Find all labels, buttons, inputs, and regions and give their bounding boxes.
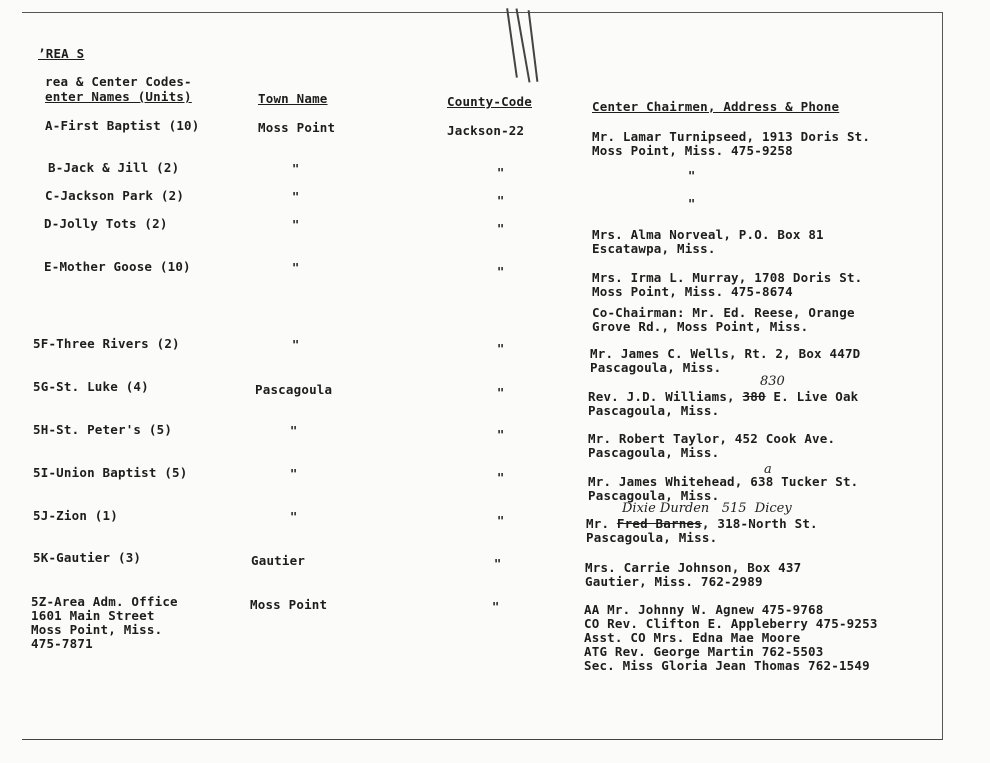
town-name: Moss Point: [258, 120, 336, 135]
center-name: D-Jolly Tots (2): [44, 216, 168, 231]
ditto-mark: ": [292, 261, 300, 275]
ditto-mark: ": [292, 190, 300, 204]
center-name: 5J-Zion (1): [33, 508, 118, 523]
town-name: Gautier: [251, 553, 306, 568]
col3-header: County-Code: [447, 94, 532, 109]
chairman-line2: Pascagoula, Miss.: [588, 445, 720, 460]
staff-line: Asst. CO Mrs. Edna Mae Moore: [584, 630, 801, 645]
county-code: Jackson-22: [447, 123, 525, 138]
center-name: 5K-Gautier (3): [33, 550, 142, 565]
center-address-line2: Moss Point, Miss.: [31, 622, 163, 637]
chairman-line1: Mr. James Whitehead, 638 Tucker St.: [588, 474, 859, 489]
chairman-line2: Pascagoula, Miss.: [588, 403, 720, 418]
col1-header-line2: enter Names (Units): [45, 89, 192, 104]
areas-title: ’REA S: [38, 46, 85, 61]
chairman-line2: Pascagoula, Miss.: [588, 488, 720, 503]
ditto-mark: ": [497, 386, 505, 400]
center-name: 5H-St. Peter's (5): [33, 422, 173, 437]
ditto-mark: ": [497, 471, 505, 485]
chairman-line1: Mr. James C. Wells, Rt. 2, Box 447D: [590, 346, 861, 361]
ditto-mark: ": [497, 222, 505, 236]
col2-header: Town Name: [258, 91, 328, 106]
cochairman-line1: Co-Chairman: Mr. Ed. Reese, Orange: [592, 305, 855, 320]
chairman-line2: Escatawpa, Miss.: [592, 241, 716, 256]
ditto-mark: ": [492, 600, 500, 614]
ditto-mark: ": [497, 265, 505, 279]
center-address-line1: 1601 Main Street: [31, 608, 155, 623]
ditto-mark: ": [292, 338, 300, 352]
chairman-line1: Mr. Fred Barnes, 318-North St.: [586, 516, 818, 531]
ditto-mark: ": [497, 514, 505, 528]
ditto-mark: ": [688, 197, 696, 211]
handwritten-correction: a: [764, 462, 772, 477]
ditto-mark: ": [290, 467, 298, 481]
chairman-line1: Mr. Lamar Turnipseed, 1913 Doris St.: [592, 129, 871, 144]
ditto-mark: ": [497, 342, 505, 356]
staff-line: AA Mr. Johnny W. Agnew 475-9768: [584, 602, 824, 617]
handwritten-correction: Dixie Durden 515 Dicey: [622, 501, 792, 516]
chairman-line1: Mrs. Irma L. Murray, 1708 Doris St.: [592, 270, 863, 285]
ditto-mark: ": [290, 424, 298, 438]
center-name: C-Jackson Park (2): [45, 188, 185, 203]
center-name: 5G-St. Luke (4): [33, 379, 149, 394]
chairman-line2: Pascagoula, Miss.: [590, 360, 722, 375]
town-name: Pascagoula: [255, 382, 333, 397]
ditto-mark: ": [494, 557, 502, 571]
ditto-mark: ": [497, 194, 505, 208]
chairman-line1: Rev. J.D. Williams, 380 E. Live Oak: [588, 389, 859, 404]
staff-line: ATG Rev. George Martin 762-5503: [584, 644, 824, 659]
ditto-mark: ": [688, 169, 696, 183]
chairman-line1: Mr. Robert Taylor, 452 Cook Ave.: [588, 431, 836, 446]
col1-header-line1: rea & Center Codes-: [45, 74, 192, 89]
ditto-mark: ": [292, 162, 300, 176]
chairman-line1: Mrs. Alma Norveal, P.O. Box 81: [592, 227, 824, 242]
staff-line: CO Rev. Clifton E. Appleberry 475-9253: [584, 616, 878, 631]
center-name: 5Z-Area Adm. Office: [31, 594, 178, 609]
chairman-line2: Pascagoula, Miss.: [586, 530, 718, 545]
chairman-line2: Gautier, Miss. 762-2989: [585, 574, 763, 589]
chairman-line2: Moss Point, Miss. 475-8674: [592, 284, 793, 299]
chairman-line2: Moss Point, Miss. 475-9258: [592, 143, 793, 158]
ditto-mark: ": [497, 428, 505, 442]
ditto-mark: ": [290, 510, 298, 524]
center-name: 5F-Three Rivers (2): [33, 336, 180, 351]
cochairman-line2: Grove Rd., Moss Point, Miss.: [592, 319, 809, 334]
center-name: A-First Baptist (10): [45, 118, 200, 133]
ditto-mark: ": [292, 218, 300, 232]
ditto-mark: ": [497, 166, 505, 180]
center-phone: 475-7871: [31, 636, 93, 651]
center-name: E-Mother Goose (10): [44, 259, 191, 274]
col4-header: Center Chairmen, Address & Phone: [592, 99, 840, 114]
center-name: 5I-Union Baptist (5): [33, 465, 188, 480]
staff-line: Sec. Miss Gloria Jean Thomas 762-1549: [584, 658, 870, 673]
center-name: B-Jack & Jill (2): [48, 160, 180, 175]
handwritten-correction: 830: [760, 374, 785, 389]
town-name: Moss Point: [250, 597, 328, 612]
chairman-line1: Mrs. Carrie Johnson, Box 437: [585, 560, 802, 575]
